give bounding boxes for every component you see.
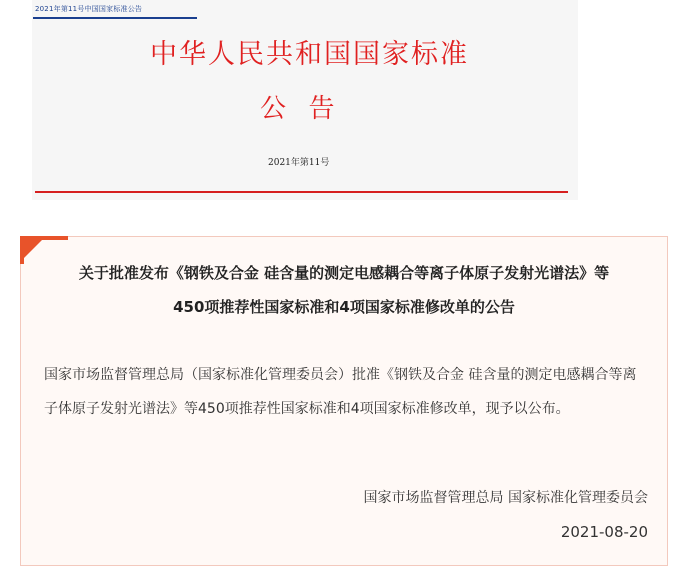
red-divider — [35, 191, 568, 193]
notice-body: 国家市场监督管理总局（国家标准化管理委员会）批准《钢铁及合金 硅含量的测定电感耦合等离子体原子发射光谱法》等450项推荐性国家标准和4项国家标准修改单，现予以公布。 — [44, 367, 637, 417]
announcement-heading: 公 告 — [260, 94, 337, 124]
corner-accent — [20, 236, 68, 264]
header-caption: 2021年第11号中国国家标准公告 — [35, 5, 143, 13]
notice-title-line-1: 关于批准发布《钢铁及合金 硅含量的测定电感耦合等离子体原子发射光谱法》等 — [78, 264, 610, 282]
standard-title: 中华人民共和国国家标准 — [150, 39, 469, 70]
issue-number: 2021年第11号 — [268, 158, 330, 168]
caption-underline — [33, 17, 197, 19]
issue-date: 2021-08-20 — [560, 523, 648, 541]
issuing-authority: 国家市场监督管理总局 国家标准化管理委员会 — [363, 490, 648, 506]
notice-title-line-2: 450项推荐性国家标准和4项国家标准修改单的公告 — [173, 298, 515, 316]
